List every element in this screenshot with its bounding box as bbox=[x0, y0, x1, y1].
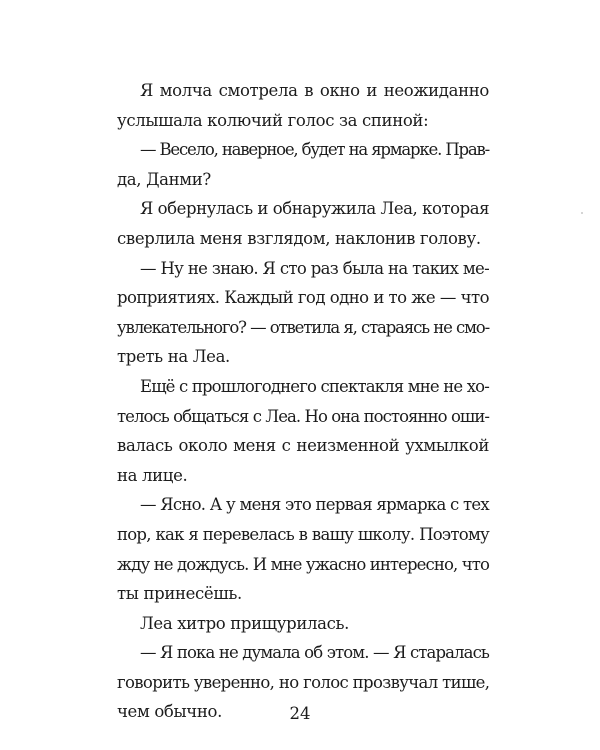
text-line: треть на Леа. bbox=[117, 347, 230, 367]
text-line: Я молча смотрела в окно и неожиданно bbox=[140, 81, 489, 100]
text-line: чем обычно. bbox=[117, 702, 222, 722]
text-line: ты принесёшь. bbox=[117, 584, 242, 604]
text-line: увлекательного? — ответила я, стараясь не смо- bbox=[117, 317, 489, 337]
text-line: услышала колючий голос за спиной: bbox=[117, 110, 429, 130]
text-line: сверлила меня взглядом, наклонив голову. bbox=[117, 228, 481, 248]
text-line: — Я пока не думала об этом. — Я старалась bbox=[140, 643, 489, 663]
text-line: Я обернулась и обнаружила Леа, которая bbox=[140, 199, 490, 219]
text-line: на лице. bbox=[117, 465, 188, 485]
text-line: телось общаться с Леа. Но она постоянно оши- bbox=[117, 406, 489, 426]
text-line: Ещё с прошлогоднего спектакля мне не хо- bbox=[140, 376, 489, 396]
text-line: — Ясно. А у меня это первая ярмарка с тех bbox=[140, 495, 489, 515]
text-line: жду не дождусь. И мне ужасно интересно, что bbox=[117, 554, 489, 574]
text-line: пор, как я перевелась в вашу школу. Поэтому bbox=[117, 524, 489, 544]
text-line: — Ну не знаю. Я сто раз была на таких ме- bbox=[140, 258, 489, 278]
text-line: — Весело, наверное, будет на ярмарке. Прав- bbox=[140, 140, 489, 160]
text-line: говорить уверенно, но голос прозвучал тише, bbox=[117, 672, 490, 692]
body-text bbox=[117, 76, 489, 727]
text-line: да, Данми? bbox=[117, 169, 211, 189]
text-line: Леа хитро прищурилась. bbox=[140, 613, 350, 633]
page-number: 24 bbox=[289, 704, 311, 723]
text-line: валась около меня с неизменной ухмылкой bbox=[117, 436, 489, 456]
text-line: роприятиях. Каждый год одно и то же — что bbox=[117, 288, 489, 308]
paper-speck bbox=[581, 212, 583, 214]
